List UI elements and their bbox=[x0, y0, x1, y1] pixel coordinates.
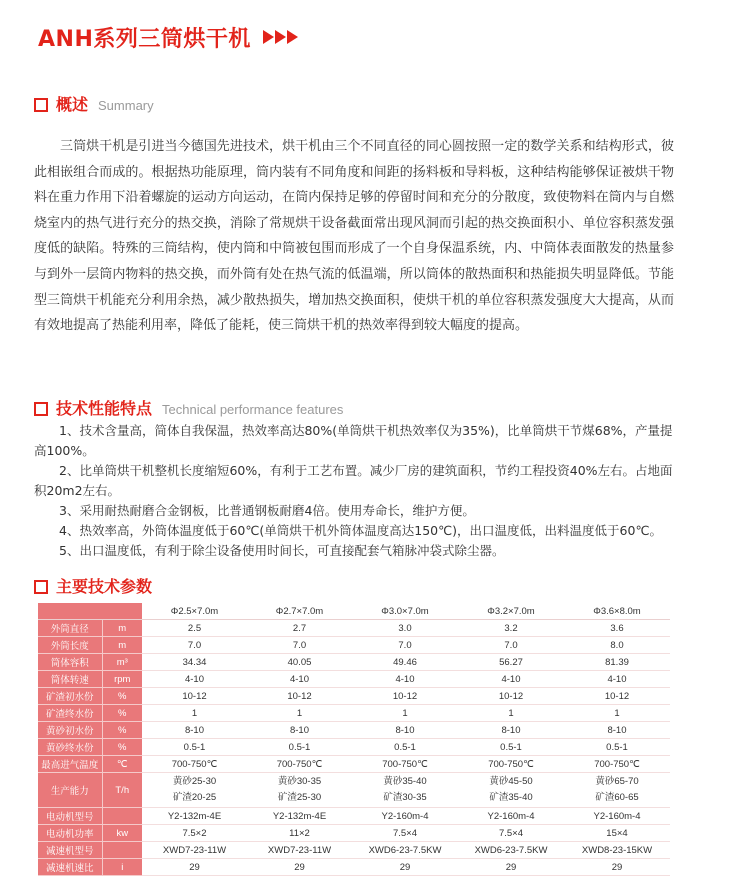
table-row bbox=[38, 825, 670, 842]
param-value bbox=[247, 773, 352, 808]
param-value: XWD8-23-15KW bbox=[564, 842, 670, 859]
summary-text: 三筒烘干机是引进当今德国先进技术，烘干机由三个不同直径的同心圆按照一定的数学关系和结构形式，彼此相嵌组合而成的。根据热功能原理，筒内装有不同角度和间距的扬料板和导料板，这种结构能够保证被烘干物料在重力作用下沿着螺旋的运动方向运动，在筒内保持足够的停留时间和充分的分散度，致使物料在筒内与自燃烧室内的热气进行充分的热交换，消除了常规烘干设备截面常出现风洞而引起的热交换面积小、单位容积蒸发强度低的缺陷。特殊的三筒结构，使内筒和中筒被包围而形成了一个自身保温系统，内、中筒体表面散发的热量参与到外一层筒内物料的热交换，而外筒有处在热气流的低温端，所以筒体的散热面积和热能损失明显降低。节能型三筒烘干机能充分利用余热，减少散热损失，增加热交换面积，使烘干机的单位容积蒸发强度大大提高，从而有效地提高了热能利用率，降低了能耗，使三筒烘干机的热效率得到较大幅度的提高。 bbox=[34, 139, 674, 334]
param-label: 矿渣终水份 bbox=[38, 705, 102, 722]
param-value bbox=[458, 773, 564, 808]
model-header: Φ3.2×7.0m bbox=[458, 603, 564, 620]
param-value: 29 bbox=[458, 859, 564, 876]
table-row bbox=[38, 739, 670, 756]
param-label: 外筒直径 bbox=[38, 620, 102, 637]
param-value: 11×2 bbox=[247, 825, 352, 842]
param-value: 700-750℃ bbox=[458, 756, 564, 773]
feature-item: 3、采用耐热耐磨合金钢板，比普通钢板耐磨4倍。使用寿命长，维护方便。 bbox=[59, 503, 475, 518]
table-row bbox=[38, 671, 670, 688]
param-label: 减速机型号 bbox=[38, 842, 102, 859]
param-value bbox=[142, 773, 247, 808]
param-unit bbox=[102, 808, 142, 825]
param-value: 0.5-1 bbox=[458, 739, 564, 756]
model-header: Φ3.6×8.0m bbox=[564, 603, 670, 620]
param-value-line: 矿渣35-40 bbox=[489, 792, 533, 803]
param-value: 700-750℃ bbox=[352, 756, 458, 773]
feature-item: 2、比单筒烘干机整机长度缩短60%，有利于工艺布置。减少厂房的建筑面积，节约工程投资40%左右。占地面积20m2左右。 bbox=[34, 463, 673, 498]
param-value-line: 黄砂45-50 bbox=[489, 776, 533, 787]
param-value: 40.05 bbox=[247, 654, 352, 671]
params-heading-zh: 主要技术参数 bbox=[56, 577, 153, 596]
param-value: 49.46 bbox=[352, 654, 458, 671]
features-heading bbox=[34, 396, 343, 419]
param-value bbox=[352, 773, 458, 808]
param-value: 4-10 bbox=[247, 671, 352, 688]
param-unit: i bbox=[102, 859, 142, 876]
param-value: 4-10 bbox=[564, 671, 670, 688]
param-value: 8-10 bbox=[458, 722, 564, 739]
param-value: 7.5×2 bbox=[142, 825, 247, 842]
param-value: 700-750℃ bbox=[142, 756, 247, 773]
param-value: Y2-132m-4E bbox=[142, 808, 247, 825]
param-value: 700-750℃ bbox=[564, 756, 670, 773]
param-value: 10-12 bbox=[247, 688, 352, 705]
param-value: 81.39 bbox=[564, 654, 670, 671]
param-label: 筒体转速 bbox=[38, 671, 102, 688]
param-value-line: 黄砂30-35 bbox=[277, 776, 322, 787]
param-value: 700-750℃ bbox=[247, 756, 352, 773]
param-value: 34.34 bbox=[142, 654, 247, 671]
param-value: 1 bbox=[352, 705, 458, 722]
param-value: Y2-132m-4E bbox=[247, 808, 352, 825]
param-value: 29 bbox=[142, 859, 247, 876]
page-title-text: ANH系列三筒烘干机 bbox=[38, 26, 251, 52]
feature-item: 4、热效率高，外筒体温度低于60℃(单筒烘干机外筒体温度高达150℃)，出口温度低，出料温度低于60℃。 bbox=[59, 523, 662, 538]
bracket-icon bbox=[34, 98, 48, 110]
bracket-icon bbox=[34, 580, 48, 592]
param-value: 8-10 bbox=[564, 722, 670, 739]
param-value-line: 矿渣30-35 bbox=[383, 792, 427, 803]
param-value: XWD6-23-7.5KW bbox=[458, 842, 564, 859]
param-label: 黄砂终水份 bbox=[38, 739, 102, 756]
model-header: Φ2.5×7.0m bbox=[142, 603, 247, 620]
param-value: 10-12 bbox=[564, 688, 670, 705]
summary-heading bbox=[34, 92, 154, 115]
param-value: 7.0 bbox=[247, 637, 352, 654]
param-value: Y2-160m-4 bbox=[564, 808, 670, 825]
param-value: 29 bbox=[247, 859, 352, 876]
param-value-line: 黄砂65-70 bbox=[595, 776, 639, 787]
param-label: 电动机型号 bbox=[38, 808, 102, 825]
param-value: Y2-160m-4 bbox=[458, 808, 564, 825]
spec-header-blank bbox=[102, 603, 142, 620]
param-unit: m bbox=[102, 620, 142, 637]
param-value: 1 bbox=[458, 705, 564, 722]
param-value: XWD6-23-7.5KW bbox=[352, 842, 458, 859]
param-unit bbox=[102, 842, 142, 859]
param-value: 3.0 bbox=[352, 620, 458, 637]
param-unit: m bbox=[102, 637, 142, 654]
table-row bbox=[38, 688, 670, 705]
feature-item: 5、出口温度低，有利于除尘设备使用时间长，可直接配套气箱脉冲袋式除尘器。 bbox=[59, 543, 505, 558]
param-value: 56.27 bbox=[458, 654, 564, 671]
param-label: 生产能力 bbox=[38, 773, 102, 808]
table-row bbox=[38, 842, 670, 859]
summary-heading-zh: 概述 bbox=[56, 95, 89, 114]
param-value: 8-10 bbox=[352, 722, 458, 739]
table-row bbox=[38, 705, 670, 722]
param-value: 7.5×4 bbox=[458, 825, 564, 842]
features-list bbox=[34, 421, 674, 561]
features-heading-zh: 技术性能特点 bbox=[56, 399, 153, 418]
param-value-line: 黄砂35-40 bbox=[383, 776, 427, 787]
param-label: 外筒长度 bbox=[38, 637, 102, 654]
param-value: 8-10 bbox=[247, 722, 352, 739]
param-value: 0.5-1 bbox=[352, 739, 458, 756]
model-header: Φ2.7×7.0m bbox=[247, 603, 352, 620]
param-value: 0.5-1 bbox=[142, 739, 247, 756]
param-value: 4-10 bbox=[142, 671, 247, 688]
triple-arrow-icon bbox=[263, 30, 299, 44]
summary-heading-en: Summary bbox=[98, 98, 154, 113]
param-value: Y2-160m-4 bbox=[352, 808, 458, 825]
param-value bbox=[564, 773, 670, 808]
param-value: 8.0 bbox=[564, 637, 670, 654]
features-heading-en: Technical performance features bbox=[162, 402, 344, 417]
params-heading bbox=[34, 574, 162, 597]
param-value: 0.5-1 bbox=[247, 739, 352, 756]
param-value-line: 矿渣25-30 bbox=[277, 792, 322, 803]
page-title bbox=[38, 20, 299, 54]
param-value: 7.0 bbox=[352, 637, 458, 654]
param-unit: T/h bbox=[102, 773, 142, 808]
param-value: 7.0 bbox=[142, 637, 247, 654]
param-unit: % bbox=[102, 722, 142, 739]
table-row bbox=[38, 808, 670, 825]
spec-body bbox=[38, 620, 670, 876]
param-value: 29 bbox=[352, 859, 458, 876]
table-row bbox=[38, 620, 670, 637]
bracket-icon bbox=[34, 402, 48, 414]
param-label: 黄砂初水份 bbox=[38, 722, 102, 739]
param-value: 8-10 bbox=[142, 722, 247, 739]
feature-item: 1、技术含量高，简体自我保温，热效率高达80%(单筒烘干机热效率仅为35%)，比单筒烘干节煤68%，产量提高100%。 bbox=[34, 423, 673, 458]
param-value-line: 黄砂25-30 bbox=[172, 776, 217, 787]
param-value: 2.5 bbox=[142, 620, 247, 637]
param-value-line: 矿渣20-25 bbox=[172, 792, 217, 803]
param-value: 1 bbox=[142, 705, 247, 722]
spec-table bbox=[38, 603, 670, 876]
param-value: 10-12 bbox=[458, 688, 564, 705]
param-value: 1 bbox=[564, 705, 670, 722]
param-value: 4-10 bbox=[352, 671, 458, 688]
param-label: 最高进气温度 bbox=[38, 756, 102, 773]
param-unit: m³ bbox=[102, 654, 142, 671]
table-row bbox=[38, 773, 670, 808]
param-value: 7.5×4 bbox=[352, 825, 458, 842]
param-value-line: 矿渣60-65 bbox=[595, 792, 639, 803]
spec-header-row bbox=[38, 603, 670, 620]
param-value: 29 bbox=[564, 859, 670, 876]
param-label: 减速机速比 bbox=[38, 859, 102, 876]
param-value: 7.0 bbox=[458, 637, 564, 654]
param-value: XWD7-23-11W bbox=[142, 842, 247, 859]
param-label: 矿渣初水份 bbox=[38, 688, 102, 705]
param-unit: % bbox=[102, 739, 142, 756]
param-value: 10-12 bbox=[142, 688, 247, 705]
table-row bbox=[38, 722, 670, 739]
param-unit: rpm bbox=[102, 671, 142, 688]
spec-header-blank bbox=[38, 603, 102, 620]
table-row bbox=[38, 756, 670, 773]
param-value: 3.6 bbox=[564, 620, 670, 637]
model-header: Φ3.0×7.0m bbox=[352, 603, 458, 620]
param-value: 4-10 bbox=[458, 671, 564, 688]
table-row bbox=[38, 654, 670, 671]
param-unit: % bbox=[102, 705, 142, 722]
param-value: 3.2 bbox=[458, 620, 564, 637]
param-value: 10-12 bbox=[352, 688, 458, 705]
param-unit: kw bbox=[102, 825, 142, 842]
param-unit: % bbox=[102, 688, 142, 705]
param-label: 电动机功率 bbox=[38, 825, 102, 842]
param-value: 1 bbox=[247, 705, 352, 722]
param-label: 筒体容积 bbox=[38, 654, 102, 671]
param-value: 2.7 bbox=[247, 620, 352, 637]
param-value: 0.5-1 bbox=[564, 739, 670, 756]
table-row bbox=[38, 637, 670, 654]
param-value: 15×4 bbox=[564, 825, 670, 842]
param-unit: ℃ bbox=[102, 756, 142, 773]
param-value: XWD7-23-11W bbox=[247, 842, 352, 859]
